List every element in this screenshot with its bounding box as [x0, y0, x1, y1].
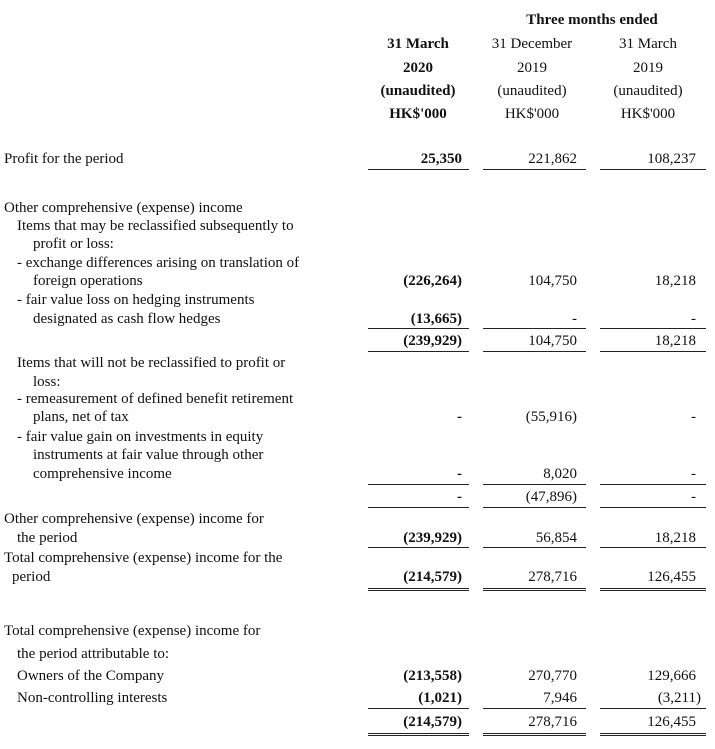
exchange-value-col2: 104,750 [528, 273, 577, 289]
reclass-heading-line1: Items that may be reclassified subsequently to [17, 218, 294, 234]
rule [368, 547, 469, 548]
tci-total-label-line1: Total comprehensive (expense) income for the [4, 550, 283, 566]
col2-unit: HK$'000 [504, 106, 560, 122]
nonreclass-heading-line2: loss: [33, 374, 61, 390]
hedging-label-line1: - fair value loss on hedging instruments [17, 292, 255, 308]
double-rule [483, 588, 586, 591]
equity-fv-label-line1: - fair value gain on investments in equity [17, 429, 264, 445]
nci-value-col2: 7,946 [543, 690, 577, 706]
double-rule [600, 733, 706, 736]
rule [600, 484, 706, 485]
tci-total-label-line2: period [12, 569, 51, 585]
equity-fv-value-col1: - [457, 466, 462, 482]
attrib-heading-line1: Total comprehensive (expense) income for [4, 623, 261, 639]
nonreclass-subtotal-col3: - [691, 489, 696, 505]
oci-total-label-line2: the period [17, 530, 78, 546]
owners-value-col3: 129,666 [647, 668, 696, 684]
rule [483, 484, 586, 485]
reclass-subtotal-col2: 104,750 [528, 333, 577, 349]
rule [368, 169, 469, 170]
col3-unit: HK$'000 [620, 106, 676, 122]
col2-audit-status: (unaudited) [497, 83, 567, 99]
exchange-value-col1: (226,264) [403, 273, 462, 289]
remeasurement-value-col2: (55,916) [525, 409, 577, 425]
rule [483, 547, 586, 548]
reclass-heading-line2: profit or loss: [33, 236, 114, 252]
rule [600, 328, 706, 329]
nci-value-col3: (3,211) [657, 690, 701, 706]
rule [368, 484, 469, 485]
profit-value-col2: 221,862 [528, 151, 577, 167]
remeasurement-label-line1: - remeasurement of defined benefit retirement [17, 391, 294, 407]
rule [483, 351, 586, 352]
col2-year: 2019 [517, 60, 547, 76]
oci-total-label-line1: Other comprehensive (expense) income for [4, 511, 264, 527]
profit-value-col3: 108,237 [647, 151, 696, 167]
rule [600, 169, 706, 170]
owners-value-col1: (213,558) [403, 668, 462, 684]
hedging-value-col1: (13,665) [410, 311, 462, 327]
col3-year: 2019 [633, 60, 663, 76]
hedging-label-line2: designated as cash flow hedges [33, 311, 221, 327]
oci-total-col2: 56,854 [535, 530, 577, 546]
exchange-label-line1: - exchange differences arising on translation of [17, 255, 300, 271]
tci-total-col1: (214,579) [403, 569, 462, 585]
equity-fv-label-line2: instruments at fair value through other [33, 447, 264, 463]
col1-year: 2020 [403, 60, 433, 76]
reclass-subtotal-col3: 18,218 [654, 333, 696, 349]
nci-value-col1: (1,021) [418, 690, 462, 706]
hedging-value-col2: - [572, 311, 577, 327]
attrib-total-col2: 278,716 [528, 714, 577, 730]
rule [368, 708, 469, 709]
owners-value-col2: 270,770 [528, 668, 577, 684]
nci-label: Non-controlling interests [17, 690, 168, 706]
col1-audit-status: (unaudited) [380, 83, 456, 99]
rule [368, 351, 469, 352]
nonreclass-subtotal-col1: - [457, 489, 462, 505]
remeasurement-value-col3: - [691, 409, 696, 425]
exchange-value-col3: 18,218 [654, 273, 696, 289]
attrib-total-col3: 126,455 [647, 714, 696, 730]
rule [368, 507, 469, 508]
owners-label: Owners of the Company [17, 668, 165, 684]
double-rule [368, 733, 469, 736]
rule [600, 547, 706, 548]
double-rule [368, 588, 469, 591]
reclass-subtotal-col1: (239,929) [403, 333, 462, 349]
period-group-title: Three months ended [526, 12, 658, 28]
remeasurement-label-line2: plans, net of tax [33, 409, 129, 425]
rule [368, 328, 469, 329]
double-rule [600, 588, 706, 591]
rule [600, 351, 706, 352]
nonreclass-heading-line1: Items that will not be reclassified to profit or [17, 355, 286, 371]
rule [600, 708, 706, 709]
oci-total-col1: (239,929) [403, 530, 462, 546]
tci-total-col3: 126,455 [647, 569, 696, 585]
tci-total-col2: 278,716 [528, 569, 577, 585]
rule [483, 328, 586, 329]
double-rule [483, 733, 586, 736]
profit-value-col1: 25,350 [420, 151, 462, 167]
col1-unit: HK$'000 [389, 106, 447, 122]
col1-date: 31 March [387, 36, 449, 52]
col3-date: 31 March [619, 36, 677, 52]
oci-heading: Other comprehensive (expense) income [4, 200, 243, 216]
rule [483, 507, 586, 508]
nonreclass-subtotal-col2: (47,896) [525, 489, 577, 505]
rule [483, 169, 586, 170]
col3-audit-status: (unaudited) [613, 83, 683, 99]
col2-date: 31 December [491, 36, 573, 52]
attrib-heading-line2: the period attributable to: [17, 646, 170, 662]
remeasurement-value-col1: - [457, 409, 462, 425]
equity-fv-value-col2: 8,020 [543, 466, 577, 482]
equity-fv-label-line3: comprehensive income [33, 466, 172, 482]
equity-fv-value-col3: - [691, 466, 696, 482]
exchange-label-line2: foreign operations [33, 273, 143, 289]
hedging-value-col3: - [691, 311, 696, 327]
rule [483, 708, 586, 709]
attrib-total-col1: (214,579) [403, 714, 462, 730]
rule [600, 507, 706, 508]
profit-label: Profit for the period [4, 151, 124, 167]
oci-total-col3: 18,218 [654, 530, 696, 546]
